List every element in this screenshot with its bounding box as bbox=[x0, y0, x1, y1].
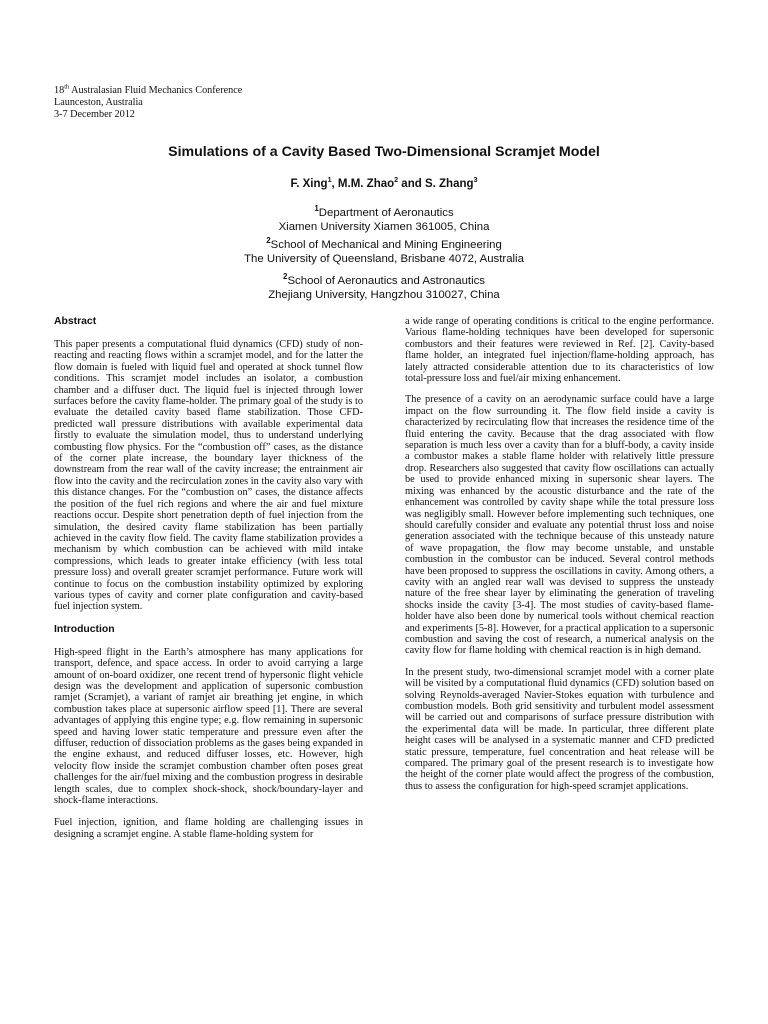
affiliation-3: $^2$School of Aeronautics and Astronautics Zhejiang University, Hangzhou 310027, China bbox=[268, 272, 500, 302]
author-name: F. Xing bbox=[290, 178, 328, 190]
body-paragraph: In the present study, two-dimensional scramjet model with a corner plate will be visited by a computational fluid dynamics (CFD) solution based on solving Reynolds-averaged Navier-Stokes equation with turbulence and combustion models. Both grid sensitivity and turbulent model assessment will be carried out and comparisons of surface pressure distribution with the experimental data will be made. In particular, three different plate height cases will be analysed in a systematic manner and CFD predicted static pressure, temperature, fuel concentration and heat release will be compared. The primary goal of the present research is to investigate how the height of the corner plate would affect the progress of the combustion, thus to assess the configuration for high-speed scramjet applications. bbox=[405, 666, 714, 792]
left-column bbox=[54, 316, 363, 851]
introduction-paragraph: Fuel injection, ignition, and flame holding are challenging issues in designing a scramjet engine. A stable flame-holding system for bbox=[54, 817, 363, 840]
abstract-text: This paper presents a computational fluid dynamics (CFD) study of non-reacting and reacting flows within a scramjet model, and for the latter the flow domain is fueled with liquid fuel and operated at shock tunnel flow conditions. This scramjet model includes an isolator, a combustion chamber and a diffuser duct. The liquid fuel is injected through lower surfaces before the cavity flame-holder. The primary goal of the study is to evaluate the detailed cavity based flame stabilization. Those CFD-predicted wall pressure distributions with available experimental data firstly to evaluate the simulation model, thus to understand underlying combusting flow physics. For the “combustion off” cases, as the distance of the corner plate increase, the boundary layer thickness of the downstream from the rear wall of the cavity increase; the entrainment air flow into the cavity and the recirculation zones in the cavity also vary with this distance changes. For the “combustion on” cases, the distance affects the position of the fuel rich regions and where the air and fuel mixture reactions occur. Despite short penetration depth of fuel injection from the simulation, the desired cavity flame stabilization has been partially achieved in the cavity flow field. The cavity flame stabilization provides a mechanism by which combustion can be achieved with mild intake compressions, which leads to greater intake efficiency (with less total pressure loss) and overall greater scramjet performance. Future work will continue to focus on the combustion instability optimized by exploring various types of cavity and corner plate configuration and cavity-based fuel injection system. bbox=[54, 339, 363, 613]
author-name: M.M. Zhao bbox=[337, 178, 395, 190]
introduction-paragraph: High-speed flight in the Earth’s atmosphere has many applications for transport, defence, and space access. In order to avoid carrying a large amount of on-board oxidizer, one recent trend of hypersonic flight vehicle design was the development and application of supersonic combustion ramjet (Scramjet), a variant of ramjet air breathing jet engine, in which combustion takes place at supersonic airflow speed [1]. There are several advantages of applying this engine type; e.g. flow remaining in supersonic speed and having lower static temperature and pressure even after the diffuser, reduction of dissociation problems as the gases being expanded in the engine exhaust, and reduced diffuser losses, etc. However, high velocity flow inside the scramjet combustion chamber often poses great challenges for the air/fuel mixing and the combustion progress in desirable length scales, due to complex shock-shock, shock/boundary-layer and shock-flame interactions. bbox=[54, 646, 363, 807]
body-paragraph: a wide range of operating conditions is critical to the engine performance. Various flame-holding techniques have been developed for supersonic combustors and their features were reviewed in Ref. [2]. Cavity-based flame holder, an integrated fuel injection/flame-holding approach, has lately attracted considerable attention due to its characteristics of low total-pressure loss and fuel/air mixing enhancement. bbox=[405, 316, 714, 385]
conference-date: 3-7 December 2012 bbox=[54, 108, 135, 120]
introduction-heading: Introduction bbox=[54, 623, 115, 635]
right-column bbox=[405, 316, 714, 802]
author-affiliation-mark: 1 bbox=[327, 176, 332, 185]
author-list: F. Xing$^1$, M.M. Zhao$^2$ and S. Zhang$^3$ bbox=[290, 176, 478, 190]
conference-location: Launceston, Australia bbox=[54, 96, 143, 108]
paper-title: Simulations of a Cavity Based Two-Dimensional Scramjet Model bbox=[168, 144, 600, 160]
affiliation-2: $^2$School of Mechanical and Mining Engineering The University of Queensland, Brisbane 4072, Australia bbox=[244, 236, 524, 266]
abstract-heading: Abstract bbox=[54, 316, 97, 327]
conference-name: 18th Australasian Fluid Mechanics Conference bbox=[54, 83, 243, 96]
body-paragraph: The presence of a cavity on an aerodynamic surface could have a large impact on the flow surrounding it. The flow field inside a cavity is characterized by recirculating flow that increases the residence time of the fluid entering the cavity. Because that the drag associated with flow separation is much less over a cavity than for a bluff-body, a cavity inside a combustor makes a stable flame holder with relatively little pressure drop. Researchers also suggested that cavity flow oscillations can actually be used to provide enhanced mixing in supersonic shear layers. The mixing was enhanced by the acoustic disturbance and the rate of the enhancement was controlled by cavity shape while the total pressure loss was negligibly small. However before implementing such techniques, one should carefully consider and evaluate any potential thrust loss and noise generation associated with the technique because of this unsteady nature of wave propagation, the flow may become unstable, and unstable combustion in the combustor can be induced. Several control methods have been proposed to suppress the oscillations in cavity. Among others, a cavity with an angled rear wall was devised to suppress the unsteady nature of the free shear layer by eliminating the generation of traveling shocks inside the cavity [3-4]. The most studies of cavity-based flame-holder have also been done by numerical tools without chemical reaction and experiments [5-8]. However, for a practical application to a supersonic combustion and saving the cost of research, a numerical analysis on the cavity flow for flame holding with chemical reaction is in high demand. bbox=[405, 394, 714, 657]
conference-header bbox=[54, 85, 242, 120]
author-name: S. Zhang bbox=[424, 178, 474, 190]
author-affiliation-mark: 2 bbox=[394, 176, 399, 185]
affiliation-1: $^1$Department of Aeronautics Xiamen University Xiamen 361005, China bbox=[278, 204, 490, 234]
author-affiliation-mark: 3 bbox=[473, 176, 478, 185]
